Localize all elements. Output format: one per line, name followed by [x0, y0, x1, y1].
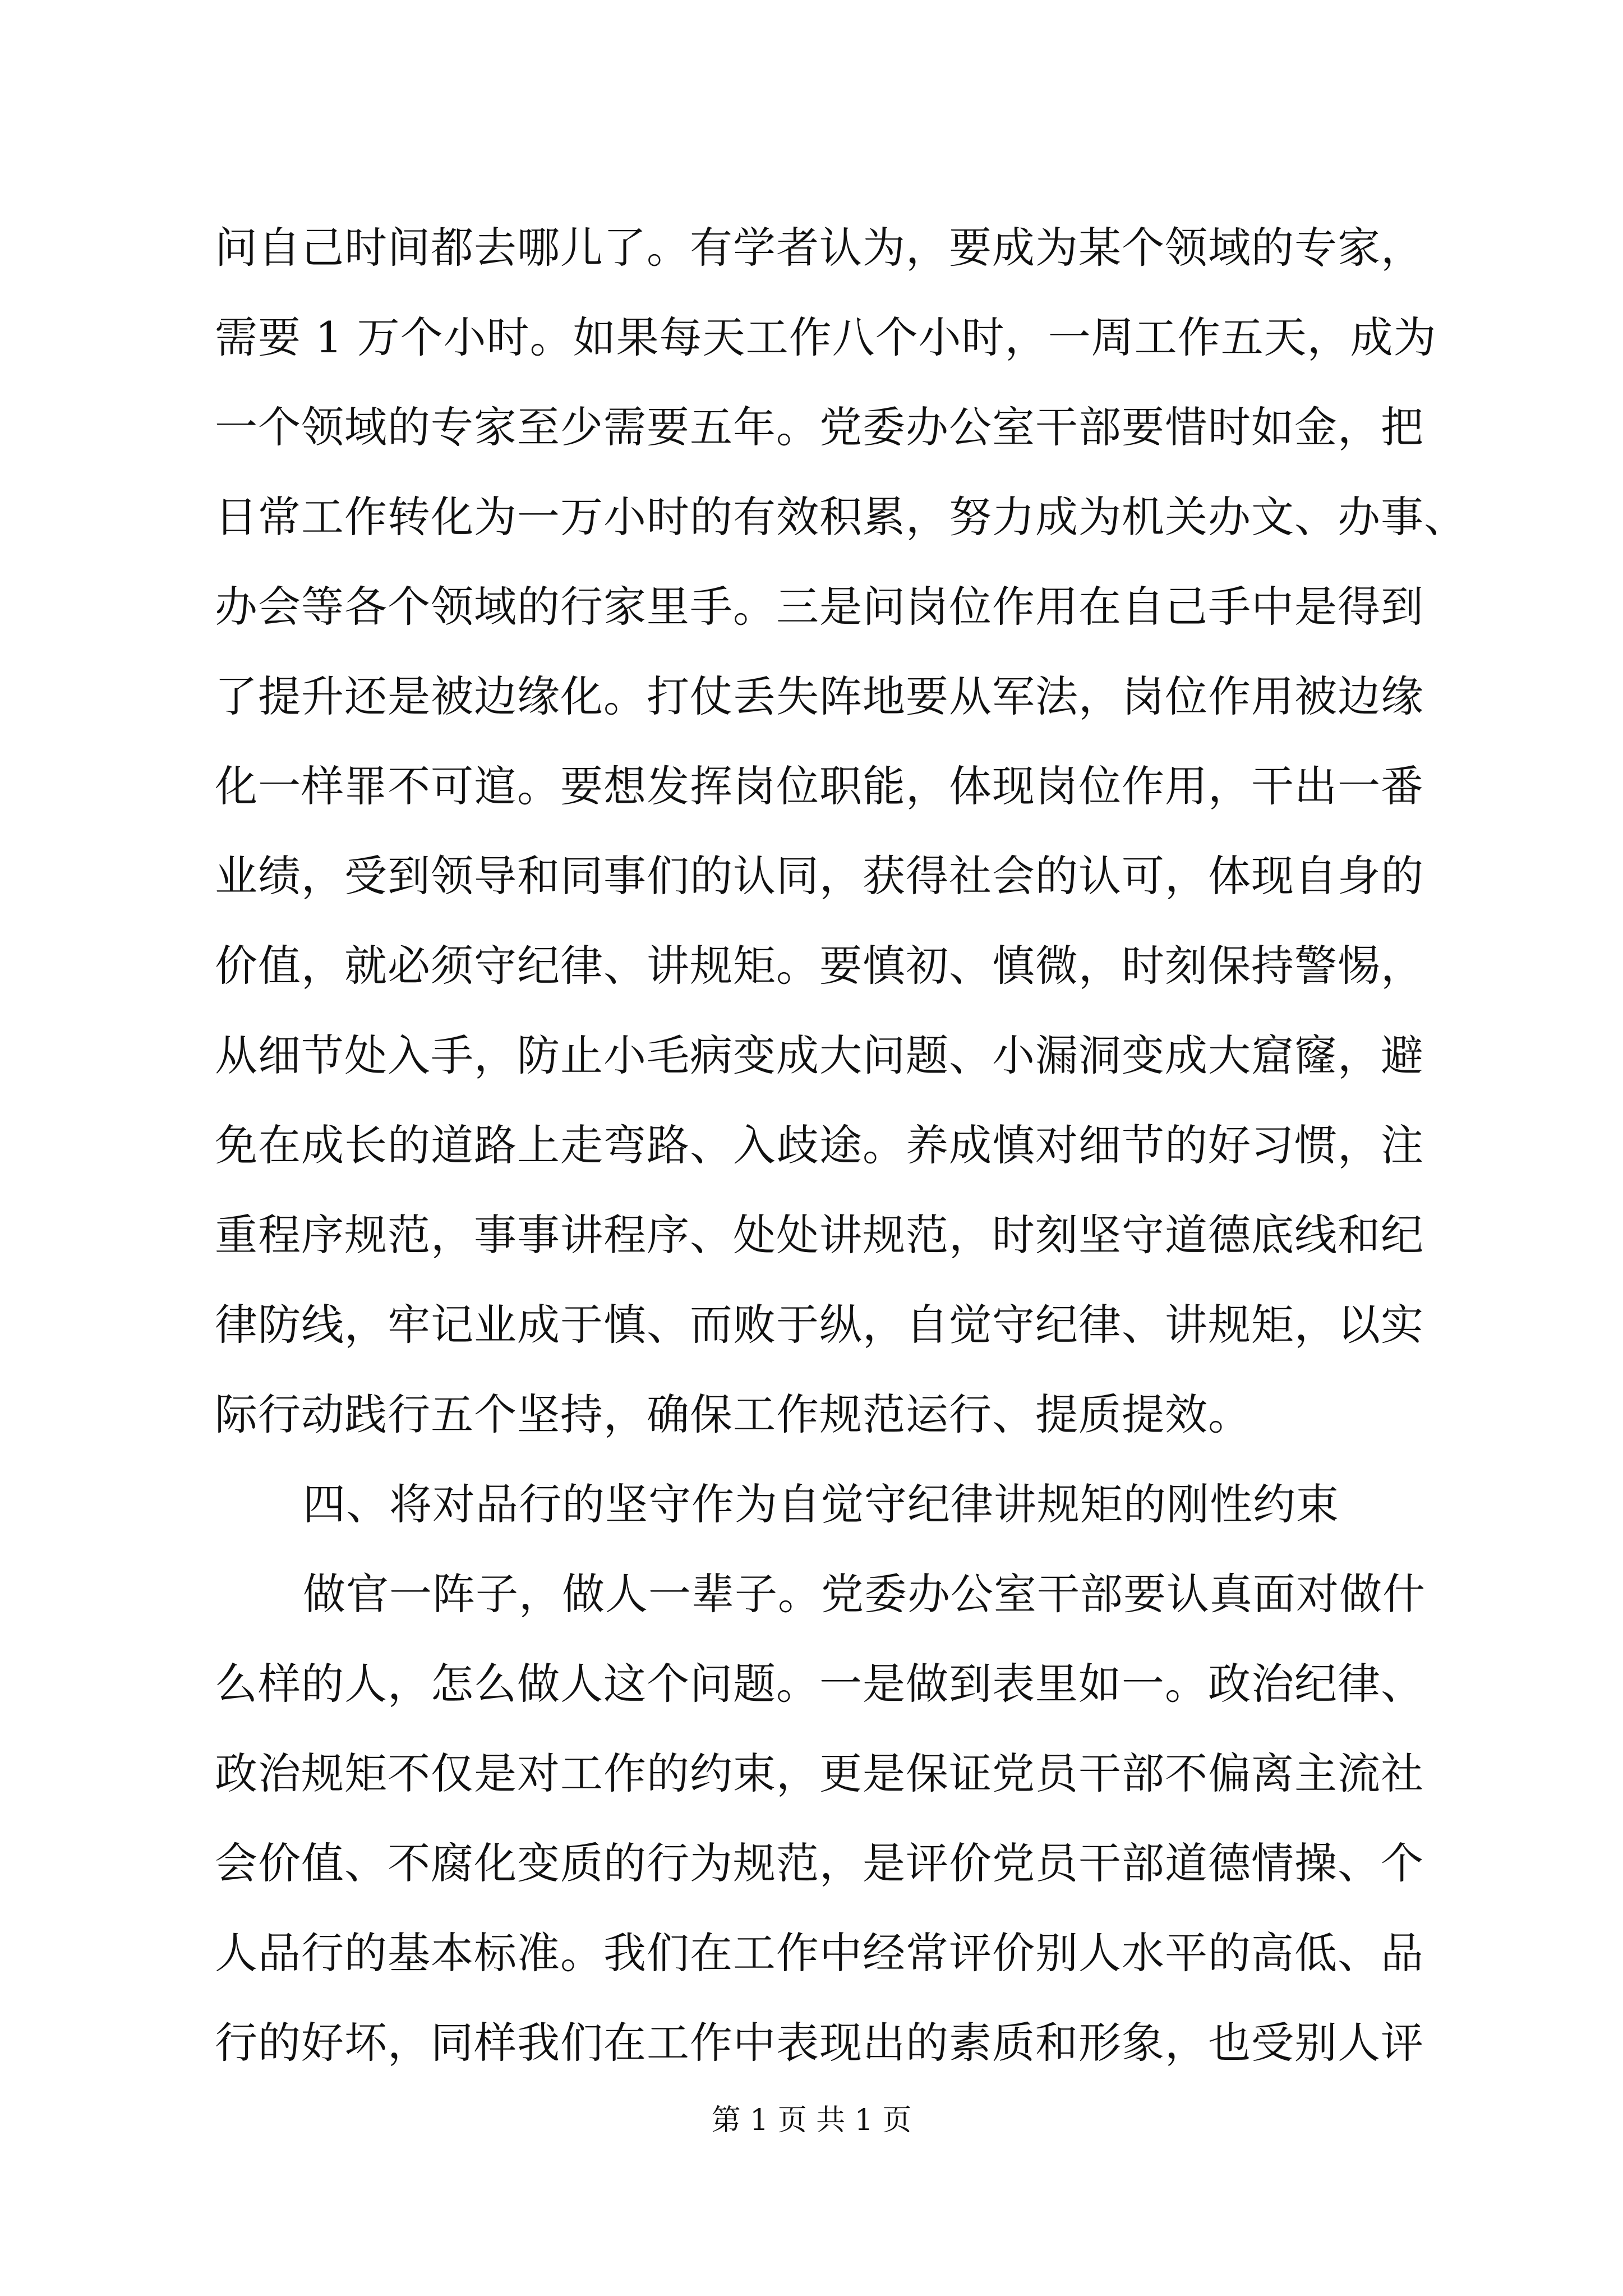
body-line: 业绩，受到领导和同事们的认同，获得社会的认可，体现自身的: [215, 851, 1424, 901]
body-line: 人品行的基本标准。我们在工作中经常评价别人水平的高低、品: [215, 1928, 1424, 1978]
body-line: 么样的人，怎么做人这个问题。一是做到表里如一。政治纪律、: [215, 1659, 1424, 1709]
body-line: 重程序规范，事事讲程序、处处讲规范，时刻坚守道德底线和纪: [215, 1210, 1424, 1260]
body-line: 化一样罪不可逭。要想发挥岗位职能，体现岗位作用，干出一番: [215, 761, 1424, 811]
body-line: 日常工作转化为一万小时的有效积累，努力成为机关办文、办事、: [215, 492, 1467, 542]
body-line: 办会等各个领域的行家里手。三是问岗位作用在自己手中是得到: [215, 582, 1424, 632]
body-line: 问自己时间都去哪儿了。有学者认为，要成为某个领域的专家，: [215, 223, 1424, 273]
body-line: 政治规矩不仅是对工作的约束，更是保证党员干部不偏离主流社: [215, 1749, 1424, 1798]
page-footer: 第 1 页 共 1 页: [711, 2104, 912, 2137]
body-line: 律防线，牢记业成于慎、而败于纵，自觉守纪律、讲规矩，以实: [215, 1300, 1424, 1350]
body-line: 际行动践行五个坚持，确保工作规范运行、提质提效。: [215, 1389, 1251, 1439]
body-line: 了提升还是被边缘化。打仗丢失阵地要从军法，岗位作用被边缘: [215, 671, 1424, 721]
body-line: 做官一阵子，做人一辈子。党委办公室干部要认真面对做什: [303, 1569, 1426, 1619]
section-heading: 四、将对品行的坚守作为自觉守纪律讲规矩的刚性约束: [303, 1479, 1339, 1529]
body-line: 免在成长的道路上走弯路、入歧途。养成慎对细节的好习惯，注: [215, 1120, 1424, 1170]
body-line: 一个领域的专家至少需要五年。党委办公室干部要惜时如金，把: [215, 402, 1424, 452]
body-line: 价值，就必须守纪律、讲规矩。要慎初、慎微，时刻保持警惕，: [215, 941, 1424, 991]
body-line: 会价值、不腐化变质的行为规范，是评价党员干部道德情操、个: [215, 1838, 1424, 1888]
body-line: 从细节处入手，防止小毛病变成大问题、小漏洞变成大窟窿，避: [215, 1030, 1424, 1080]
body-line: 行的好坏，同样我们在工作中表现出的素质和形象，也受别人评: [215, 2018, 1424, 2068]
body-line: 需要 1 万个小时。如果每天工作八个小时，一周工作五天，成为: [215, 312, 1437, 362]
